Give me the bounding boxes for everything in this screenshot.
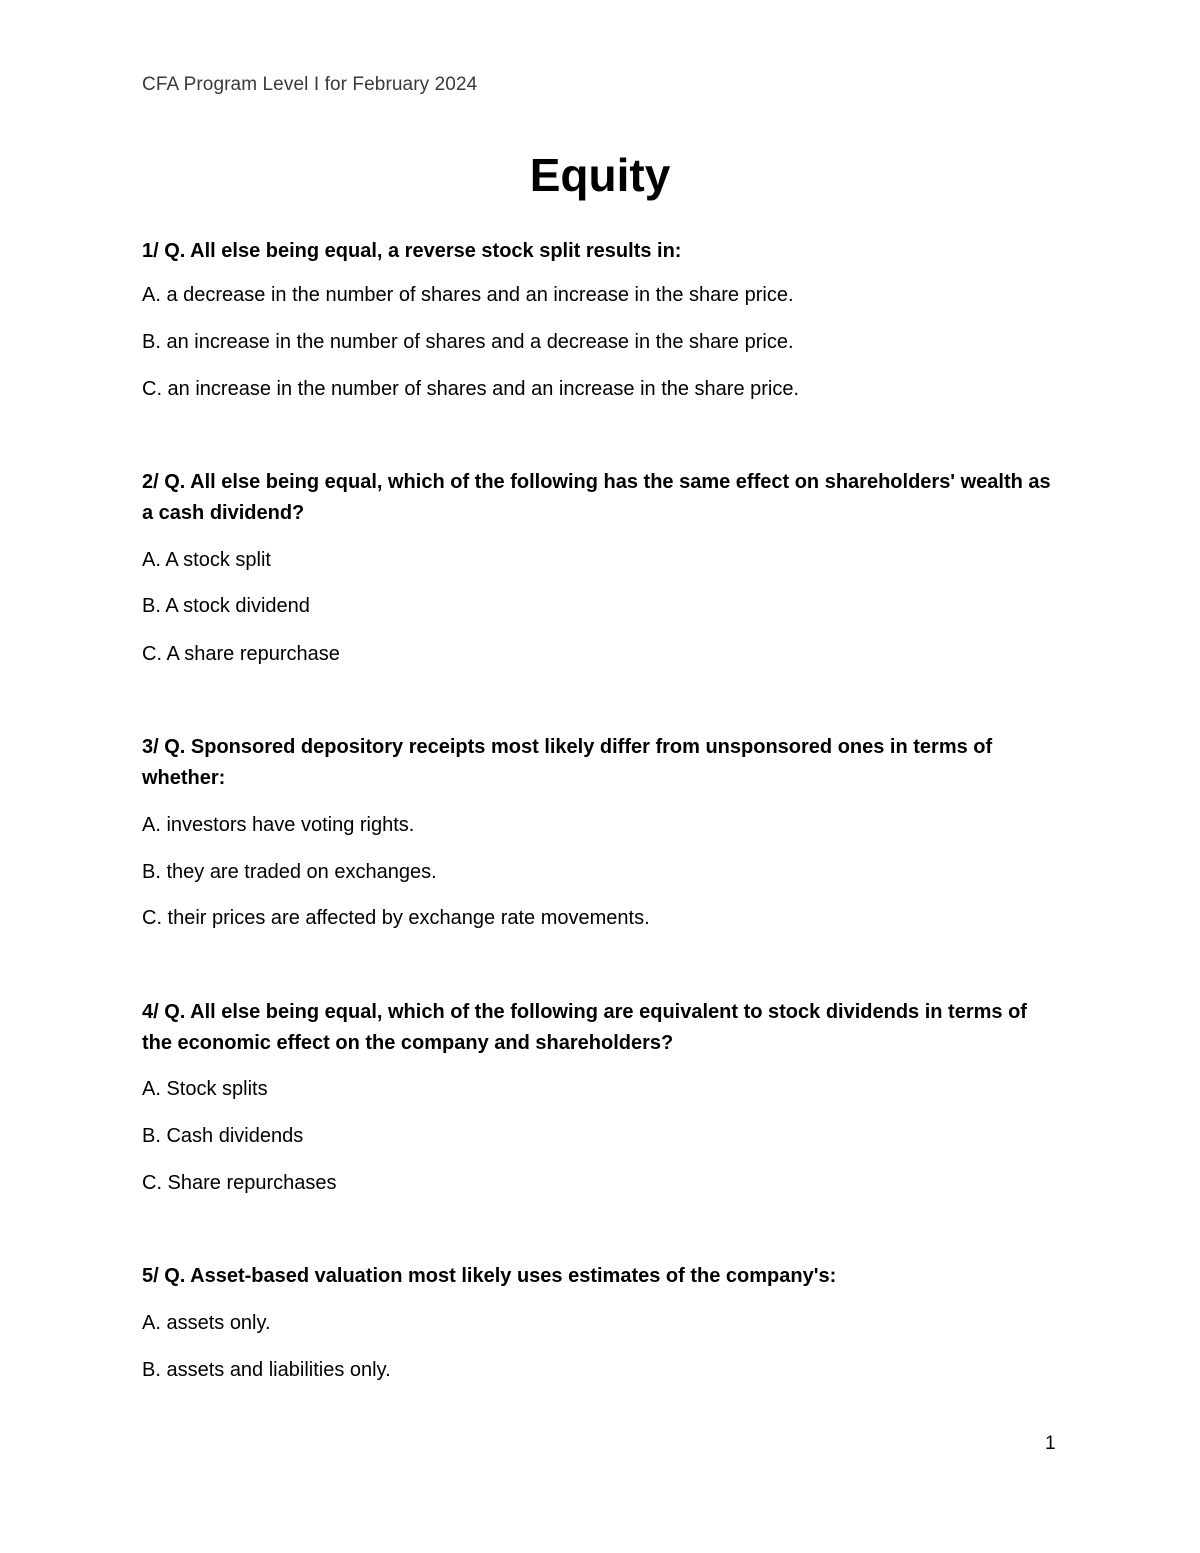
answer-option-a: A. investors have voting rights. [142, 814, 415, 836]
question-text: 2/ Q. All else being equal, which of the following has the same effect on shareholders' wealth as a cash dividend? [142, 471, 1051, 524]
question-text: 4/ Q. All else being equal, which of the following are equivalent to stock dividends in terms of the economic effect on the company and shareholders? [142, 1001, 1027, 1054]
answer-option-b: B. they are traded on exchanges. [142, 861, 437, 883]
answer-option-a: A. A stock split [142, 549, 271, 571]
answer-option-b: B. A stock dividend [142, 595, 310, 617]
question-5 [142, 1261, 1062, 1381]
question-4 [142, 997, 1062, 1194]
answer-option-a: A. Stock splits [142, 1078, 268, 1100]
answer-option-c: C. Share repurchases [142, 1172, 337, 1194]
page-header: CFA Program Level I for February 2024 [142, 74, 478, 95]
question-text: 3/ Q. Sponsored depository receipts most likely differ from unsponsored ones in terms of whether: [142, 736, 993, 789]
answer-option-b: B. assets and liabilities only. [142, 1359, 391, 1381]
page-number: 1 [1045, 1433, 1056, 1454]
answer-option-c: C. an increase in the number of shares and an increase in the share price. [142, 378, 800, 400]
answer-option-c: C. A share repurchase [142, 643, 340, 665]
question-3 [142, 732, 1062, 929]
answer-option-c: C. their prices are affected by exchange rate movements. [142, 907, 650, 929]
answer-option-b: B. an increase in the number of shares and a decrease in the share price. [142, 331, 794, 353]
question-text: 1/ Q. All else being equal, a reverse stock split results in: [142, 240, 682, 262]
question-1 [142, 236, 1062, 400]
answer-option-a: A. a decrease in the number of shares and an increase in the share price. [142, 284, 794, 306]
answer-option-b: B. Cash dividends [142, 1125, 304, 1147]
answer-option-a: A. assets only. [142, 1312, 271, 1334]
page-title: Equity [529, 149, 671, 201]
question-2 [142, 467, 1062, 665]
question-text: 5/ Q. Asset-based valuation most likely uses estimates of the company's: [142, 1265, 837, 1287]
